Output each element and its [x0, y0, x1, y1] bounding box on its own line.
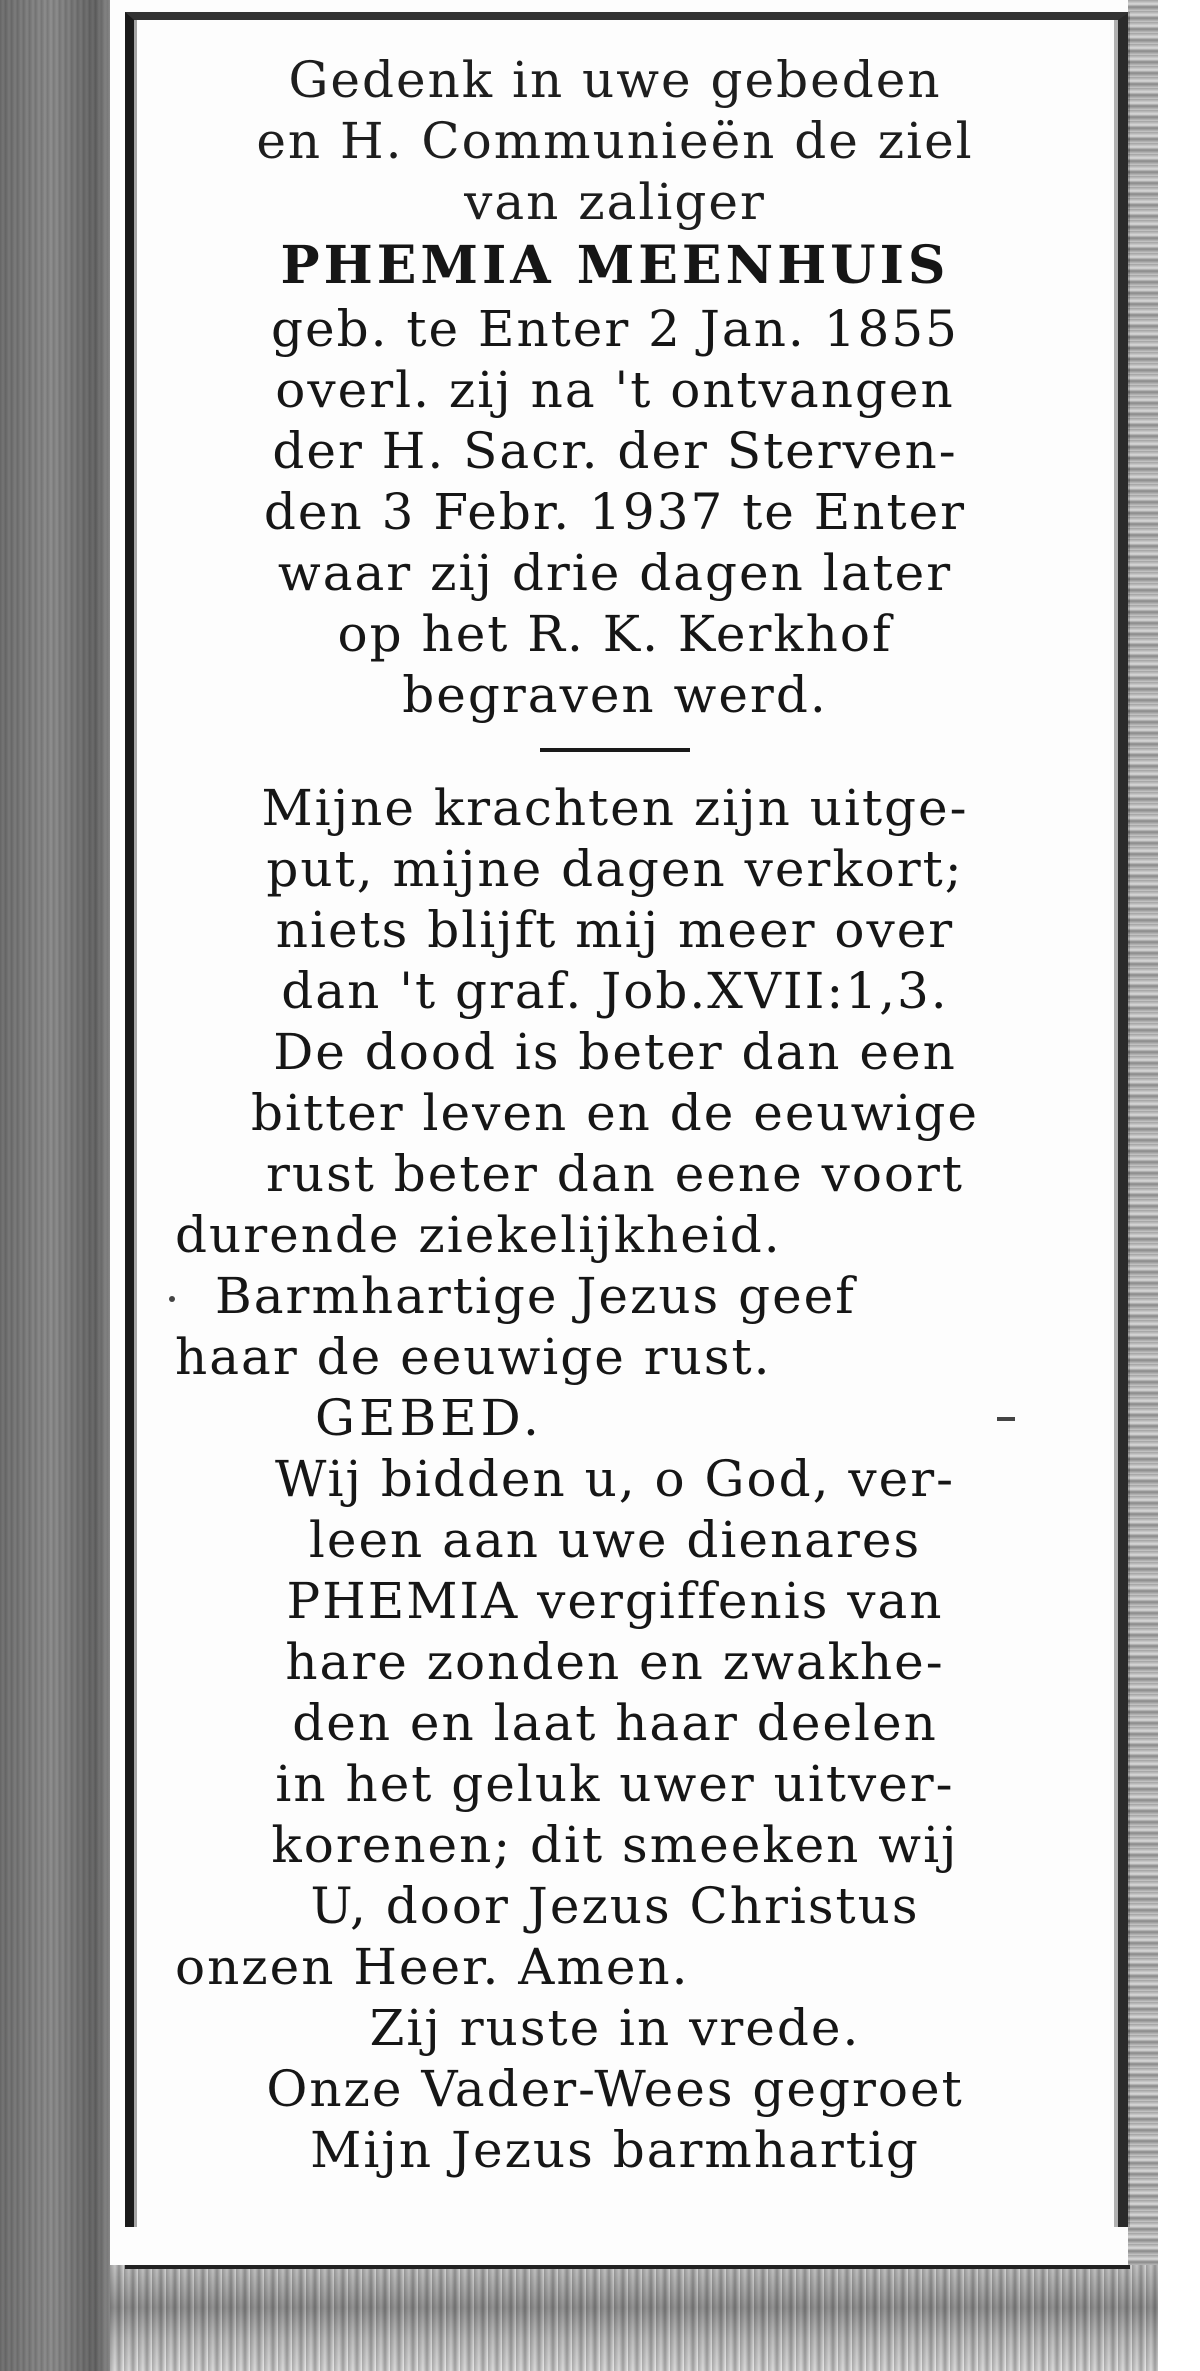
- biography-line: overl. zij na 't ontvangen: [275, 361, 955, 419]
- card-bottom-rule: [125, 2265, 1130, 2269]
- ink-dash: [997, 1417, 1015, 1421]
- closing-line: Zij ruste in vrede.: [369, 1999, 861, 2057]
- biography-line: begraven werd.: [402, 666, 828, 724]
- prayer-line: onzen Heer. Amen.: [175, 1938, 690, 1996]
- prayer-line: in het geluk uwer uitver-: [275, 1755, 955, 1813]
- deceased-name: PHEMIA MEENHUIS: [280, 235, 950, 296]
- biography-line: der H. Sacr. der Sterven-: [272, 422, 958, 480]
- scan-right-margin: [1158, 0, 1200, 2371]
- biography-line: waar zij drie dagen later: [277, 544, 953, 602]
- scan-right-edge: [1128, 0, 1158, 2371]
- invocation-line: Barmhartige Jezus geef: [215, 1267, 856, 1325]
- scan-bottom-edge: [110, 2265, 1158, 2371]
- header-line: van zaliger: [464, 173, 766, 231]
- prayer-heading: [175, 1388, 1055, 1449]
- verse-line: De dood is beter dan een: [273, 1023, 957, 1081]
- ink-speck: [169, 1296, 175, 1302]
- prayer-line: Wij bidden u, o God, ver-: [274, 1450, 956, 1508]
- verse-line: Mijne krachten zijn uitge-: [261, 779, 969, 837]
- prayer-line: leen aan uwe dienares: [308, 1511, 922, 1569]
- header-line: Gedenk in uwe gebeden: [288, 51, 942, 109]
- prayer-line: PHEMIA vergiffenis van: [286, 1572, 944, 1630]
- prayer-line: U, door Jezus Christus: [310, 1877, 920, 1935]
- invocation-line: haar de eeuwige rust.: [175, 1328, 772, 1386]
- biography-line: geb. te Enter 2 Jan. 1855: [271, 300, 959, 358]
- memorial-text: [175, 50, 1055, 2181]
- verse-line: niets blijft mij meer over: [275, 901, 955, 959]
- header-line: en H. Communieën de ziel: [256, 112, 974, 170]
- verse-line: put, mijne dagen verkort;: [266, 840, 964, 898]
- verse-line: bitter leven en de eeuwige: [250, 1084, 980, 1142]
- prayer-title: GEBED.: [315, 1389, 543, 1447]
- closing-line: Mijn Jezus barmhartig: [310, 2121, 920, 2179]
- biography-line: den 3 Febr. 1937 te Enter: [263, 483, 967, 541]
- biography-line: op het R. K. Kerkhof: [337, 605, 893, 663]
- prayer-line: den en laat haar deelen: [292, 1694, 938, 1752]
- section-divider: [540, 748, 690, 752]
- verse-line: durende ziekelijkheid.: [175, 1206, 782, 1264]
- invocation-block: [175, 1266, 1055, 1327]
- prayer-line: hare zonden en zwakhe-: [285, 1633, 945, 1691]
- verse-line: rust beter dan eene voort: [265, 1145, 965, 1203]
- prayer-line: korenen; dit smeeken wij: [271, 1816, 959, 1874]
- verse-line: dan 't graf. Job.XVII:1,3.: [281, 962, 949, 1020]
- closing-line: Onze Vader-Wees gegroet: [266, 2060, 964, 2118]
